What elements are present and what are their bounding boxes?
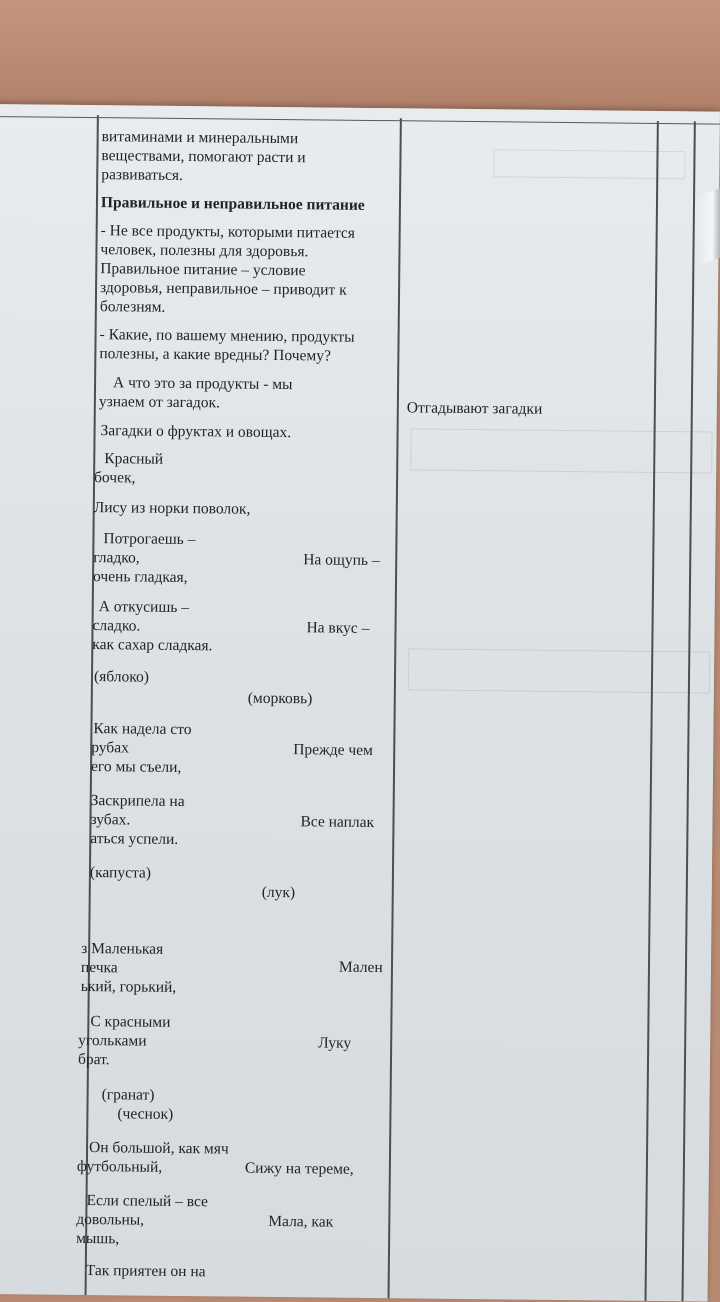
text-line: узнаем от загадок. bbox=[98, 393, 221, 412]
riddle-line: Он большой, как мяч bbox=[88, 1139, 229, 1158]
text-line: развиваться. bbox=[101, 166, 184, 184]
student-activity: Отгадывают загадки bbox=[406, 399, 543, 418]
riddle-line: На вкус – bbox=[306, 619, 370, 637]
riddle-line: Все наплак bbox=[300, 813, 375, 832]
riddle-answer: (чеснок) bbox=[117, 1105, 174, 1123]
text-line: А что это за продукты - мы bbox=[112, 374, 293, 394]
riddle-line: Прежде чем bbox=[293, 741, 374, 760]
text-line: - Не все продукты, которыми питается bbox=[100, 222, 356, 242]
text-line: веществами, помогают расти и bbox=[101, 147, 306, 167]
riddle-line: очень гладкая, bbox=[92, 568, 188, 587]
riddle-line: Так приятен он на bbox=[85, 1262, 206, 1281]
riddle-line: рубах bbox=[91, 739, 129, 757]
riddle-line: Сижу на тереме, bbox=[244, 1159, 354, 1178]
text-line: здоровья, неправильное – приводит к bbox=[99, 279, 347, 299]
riddle-line: А откусишь – bbox=[98, 598, 190, 617]
bleed-through-box bbox=[410, 428, 712, 473]
riddle-line: Лису из норки поволок, bbox=[93, 499, 251, 518]
text-line: полезны, а какие вредны? Почему? bbox=[99, 345, 331, 365]
riddle-line: С красными bbox=[90, 1013, 171, 1031]
bleed-through-box bbox=[408, 648, 710, 693]
riddle-line: Заскрипела на bbox=[90, 792, 185, 811]
text-line: человек, полезны для здоровья. bbox=[100, 241, 309, 261]
riddle-line: как сахар сладкая. bbox=[92, 636, 213, 655]
riddle-line: На ощупь – bbox=[303, 551, 380, 570]
riddle-line: гладко, bbox=[93, 549, 140, 567]
table-border-middle bbox=[388, 118, 402, 1298]
riddle-line: Луку bbox=[318, 1034, 352, 1052]
text-line: витаминами и минеральными bbox=[101, 128, 299, 148]
table-border-right bbox=[645, 121, 659, 1301]
page-curl bbox=[696, 187, 720, 266]
riddle-line: его мы съели, bbox=[90, 758, 182, 776]
riddle-line: Красный bbox=[104, 450, 164, 468]
riddle-line: футбольный, bbox=[76, 1157, 163, 1176]
riddle-line: Потрогаешь – bbox=[103, 530, 196, 549]
riddle-line: брат. bbox=[77, 1050, 110, 1069]
riddle-line: бочек, bbox=[94, 469, 136, 487]
riddle-line: з Маленькая bbox=[81, 939, 164, 958]
table-border-far-right bbox=[682, 121, 696, 1301]
section-heading: Правильное и неправильное питание bbox=[100, 194, 365, 214]
document-page bbox=[0, 104, 720, 1302]
riddle-line: печка bbox=[80, 958, 118, 977]
riddle-answer: (яблоко) bbox=[93, 668, 150, 686]
text-line: Правильное питание – условие bbox=[100, 260, 306, 280]
table-border-top bbox=[0, 116, 720, 125]
riddle-line: сладко. bbox=[92, 617, 141, 635]
riddle-line: ький, горький, bbox=[80, 977, 177, 996]
riddle-line: зубах. bbox=[90, 811, 131, 829]
text-line: Загадки о фруктах и овощах. bbox=[100, 422, 292, 442]
riddle-answer: (гранат) bbox=[101, 1086, 155, 1104]
text-line: - Какие, по вашему мнению, продукты bbox=[99, 326, 355, 346]
table-border-left bbox=[85, 115, 99, 1295]
riddle-line: Как надела сто bbox=[93, 720, 192, 739]
riddle-line: Мален bbox=[338, 958, 383, 977]
riddle-line: довольны, bbox=[76, 1210, 145, 1229]
riddle-line: мышь, bbox=[76, 1229, 120, 1248]
riddle-line: аться успели. bbox=[90, 830, 179, 848]
riddle-line: Мала, как bbox=[268, 1212, 334, 1231]
riddle-answer: (лук) bbox=[261, 883, 296, 902]
text-line: болезням. bbox=[99, 298, 166, 316]
riddle-line: Если спелый – все bbox=[86, 1192, 209, 1211]
riddle-answer: (морковь) bbox=[247, 689, 313, 708]
riddle-line: угольками bbox=[78, 1031, 147, 1050]
riddle-answer: (капуста) bbox=[89, 864, 152, 882]
